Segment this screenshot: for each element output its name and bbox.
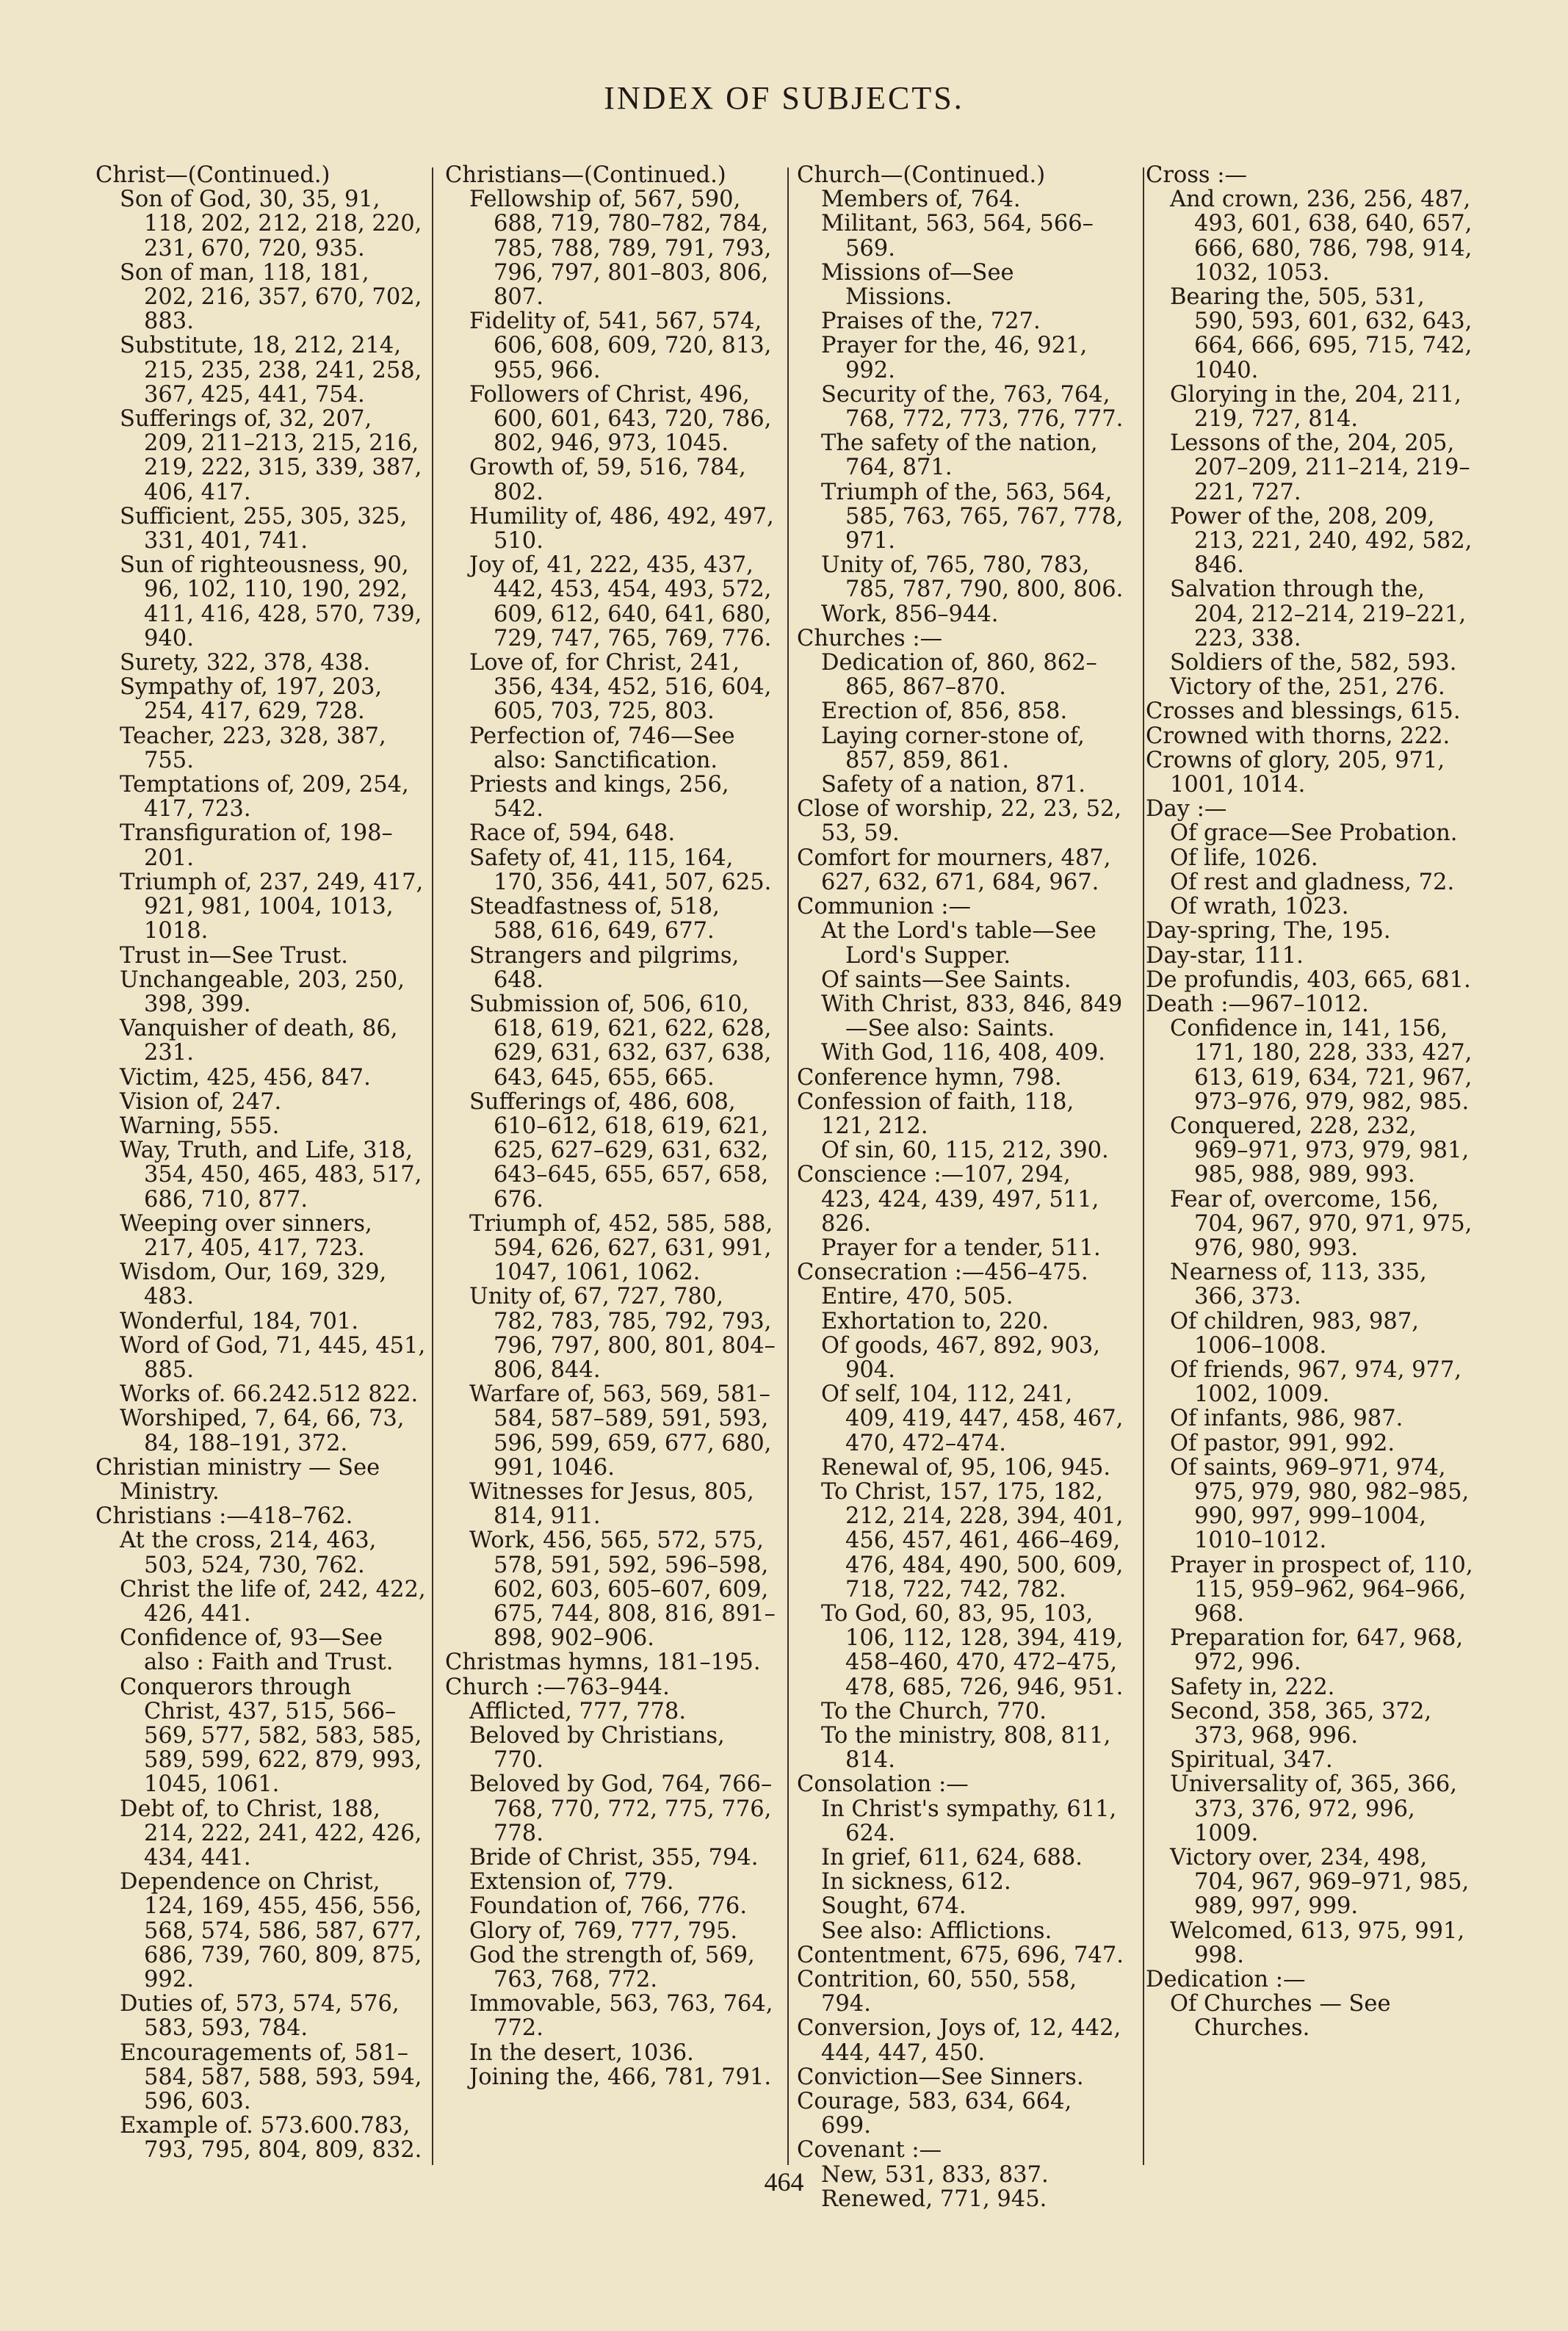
index-subentry: Salvation through the, 204, 212–214, 219–221, 223, 338. bbox=[1170, 577, 1467, 651]
index-entry: Covenant :— bbox=[797, 2137, 942, 2164]
index-entry: Confession of faith, 118, 121, 212. bbox=[797, 1088, 1074, 1139]
index-entry: Consolation :— bbox=[797, 1771, 969, 1798]
index-subentry: Trust in—See Trust. bbox=[120, 942, 348, 969]
index-entry: Conference hymn, 798. bbox=[797, 1064, 1062, 1091]
index-subentry: Triumph of the, 563, 564, 585, 763, 765, 767, 778, 971. bbox=[821, 479, 1124, 554]
index-subentry: Way, Truth, and Life, 318, 354, 450, 465, 483, 517, 686, 710, 877. bbox=[120, 1138, 422, 1213]
index-subentry: At the Lord's table—See Lord's Supper. bbox=[821, 918, 1096, 969]
index-column-2 bbox=[445, 163, 776, 2161]
index-entry: Conviction—See Sinners. bbox=[797, 2064, 1084, 2090]
index-subentry: Temptations of, 209, 254, 417, 723. bbox=[120, 772, 409, 823]
index-subentry: Dedication of, 860, 862–865, 867–870. bbox=[821, 650, 1097, 701]
index-subentry: Witnesses for Jesus, 805, 814, 911. bbox=[469, 1478, 754, 1530]
index-subentry: Works of. 66.242.512 822. bbox=[120, 1381, 419, 1408]
index-subentry: Love of, for Christ, 241, 356, 434, 452, 516, 604, 605, 703, 725, 803. bbox=[469, 650, 772, 725]
index-entry: Dedication :— bbox=[1146, 1967, 1306, 1993]
index-subentry: To the ministry, 808, 811, 814. bbox=[821, 1723, 1111, 1774]
index-entry: Church :—763–944. bbox=[445, 1674, 670, 1700]
page-number: 464 bbox=[764, 2167, 804, 2197]
index-subentry: God the strength of, 569, 763, 768, 772. bbox=[469, 1942, 755, 1993]
index-subentry: Steadfastness of, 518, 588, 616, 649, 677. bbox=[469, 894, 720, 944]
index-subentry: Encouragements of, 581–584, 587, 588, 593, 594, 596, 603. bbox=[120, 2039, 422, 2115]
index-subentry: Work, 856–944. bbox=[821, 601, 999, 627]
index-column-3 bbox=[797, 162, 1127, 2212]
index-subentry: Fellowship of, 567, 590, 688, 719, 780–782, 784, 785, 788, 789, 791, 793, 796, 797, 801–803, 806, 807. bbox=[469, 187, 772, 311]
index-subentry: Prayer for a tender, 511. bbox=[821, 1235, 1101, 1261]
index-subentry: Praises of the, 727. bbox=[821, 308, 1041, 335]
index-subentry: Sought, 674. bbox=[821, 1893, 967, 1920]
index-subentry: Security of the, 763, 764, 768, 772, 773, 776, 777. bbox=[821, 381, 1124, 433]
index-subentry: Teacher, 223, 328, 387, 755. bbox=[120, 723, 386, 773]
index-subentry: Prayer for the, 46, 921, 992. bbox=[821, 333, 1088, 383]
index-subentry: Perfection of, 746—See also: Sanctification. bbox=[469, 723, 735, 773]
index-subentry: Renewal of, 95, 106, 945. bbox=[821, 1454, 1111, 1481]
index-column-1 bbox=[95, 162, 426, 2164]
index-subentry: Of rest and gladness, 72. bbox=[1170, 869, 1455, 895]
index-entry: De profundis, 403, 665, 681. bbox=[1146, 966, 1471, 993]
index-subentry: Conquerors through Christ, 437, 515, 566–569, 577, 582, 583, 585, 589, 599, 622, 879, 993, 1045, 1061. bbox=[120, 1674, 422, 1798]
index-subentry: In the desert, 1036. bbox=[469, 2039, 694, 2066]
index-subentry: In sickness, 612. bbox=[821, 1869, 1011, 1895]
index-subentry: Of sin, 60, 115, 212, 390. bbox=[821, 1138, 1109, 1164]
index-subentry: Of goods, 467, 892, 903, 904. bbox=[821, 1332, 1100, 1383]
index-entry: Contentment, 675, 696, 747. bbox=[797, 1942, 1124, 1968]
page-title: INDEX OF SUBJECTS. bbox=[604, 80, 964, 116]
index-subentry: Fear of, overcome, 156, 704, 967, 970, 971, 975, 976, 980, 993. bbox=[1170, 1186, 1473, 1261]
index-subentry: In grief, 611, 624, 688. bbox=[821, 1845, 1083, 1871]
index-subentry: Followers of Christ, 496, 600, 601, 643, 720, 786, 802, 946, 973, 1045. bbox=[469, 381, 772, 457]
index-entry: Crowned with thorns, 222. bbox=[1146, 723, 1450, 749]
index-subentry: Sympathy of, 197, 203, 254, 417, 629, 728. bbox=[120, 674, 383, 725]
index-entry: Church—(Continued.) bbox=[797, 162, 1046, 188]
index-subentry: Sufficient, 255, 305, 325, 331, 401, 741. bbox=[120, 503, 408, 554]
index-subentry: Of saints—See Saints. bbox=[821, 966, 1072, 993]
index-subentry: Extension of, 779. bbox=[469, 1869, 674, 1895]
index-subentry: Unity of, 67, 727, 780, 782, 783, 785, 792, 793, 796, 797, 800, 801, 804–806, 844. bbox=[469, 1284, 776, 1383]
index-subentry: To God, 60, 83, 95, 103, 106, 112, 128, 394, 419, 458–460, 470, 472–475, 478, 685, 726, 946, 951. bbox=[821, 1600, 1124, 1700]
index-subentry: And crown, 236, 256, 487, 493, 601, 638, 640, 657, 666, 680, 786, 798, 914, 1032, 1053. bbox=[1170, 187, 1473, 286]
index-entry: Christians :—418–762. bbox=[95, 1503, 353, 1530]
index-subentry: Of infants, 986, 987. bbox=[1170, 1406, 1403, 1432]
index-subentry: Substitute, 18, 212, 214, 215, 235, 238, 241, 258, 367, 425, 441, 754. bbox=[120, 333, 422, 408]
index-subentry: Vanquisher of death, 86, 231. bbox=[120, 1016, 398, 1066]
index-subentry: Exhortation to, 220. bbox=[821, 1308, 1049, 1334]
index-subentry: Surety, 322, 378, 438. bbox=[120, 650, 371, 676]
index-subentry: Soldiers of the, 582, 593. bbox=[1170, 650, 1457, 676]
index-subentry: Victory of the, 251, 276. bbox=[1170, 674, 1445, 701]
index-subentry: Vision of, 247. bbox=[120, 1088, 282, 1115]
index-subentry: Glory of, 769, 777, 795. bbox=[469, 1918, 738, 1944]
index-entry: Christ—(Continued.) bbox=[95, 162, 330, 188]
index-subentry: Foundation of, 766, 776. bbox=[469, 1893, 748, 1920]
index-entry: Day :— bbox=[1146, 796, 1227, 823]
index-subentry: Universality of, 365, 366, 373, 376, 972, 996, 1009. bbox=[1170, 1771, 1457, 1846]
index-entry: Cross :— bbox=[1146, 162, 1248, 188]
index-subentry: Sufferings of, 32, 207, 209, 211–213, 215, 216, 219, 222, 315, 339, 387, 406, 417. bbox=[120, 406, 422, 505]
index-subentry: Worshiped, 7, 64, 66, 73, 84, 188–191, 372. bbox=[120, 1406, 405, 1456]
index-subentry: With God, 116, 408, 409. bbox=[821, 1040, 1105, 1066]
index-entry: Christians—(Continued.) bbox=[445, 162, 726, 188]
index-subentry: Humility of, 486, 492, 497, 510. bbox=[469, 503, 774, 554]
index-entry: Courage, 583, 634, 664, 699. bbox=[797, 2089, 1072, 2139]
index-subentry: Wisdom, Our, 169, 329, 483. bbox=[120, 1260, 387, 1310]
index-subentry: Strangers and pilgrims, 648. bbox=[469, 942, 740, 993]
index-subentry: Sufferings of, 486, 608, 610–612, 618, 619, 621, 625, 627–629, 631, 632, 643–645, 655, 657, 658, 676. bbox=[469, 1088, 769, 1213]
index-subentry: Son of man, 118, 181, 202, 216, 357, 670, 702, 883. bbox=[120, 259, 422, 335]
index-subentry: Of friends, 967, 974, 977, 1002, 1009. bbox=[1170, 1356, 1462, 1408]
index-subentry: At the cross, 214, 463, 503, 524, 730, 762. bbox=[120, 1528, 377, 1578]
index-subentry: Safety in, 222. bbox=[1170, 1674, 1335, 1700]
index-subentry: Nearness of, 113, 335, 366, 373. bbox=[1170, 1260, 1427, 1310]
index-subentry: Debt of, to Christ, 188, 214, 222, 241, 422, 426, 434, 441. bbox=[120, 1796, 422, 1871]
index-subentry: Transfiguration of, 198–201. bbox=[120, 820, 393, 871]
index-subentry: Conquered, 228, 232, 969–971, 973, 979, 981, 985, 988, 989, 993. bbox=[1170, 1113, 1470, 1188]
index-subentry: Race of, 594, 648. bbox=[469, 820, 676, 847]
index-entry: Crosses and blessings, 615. bbox=[1146, 698, 1461, 725]
index-subentry: Militant, 563, 564, 566–569. bbox=[821, 211, 1094, 261]
index-entry: Consecration :—456–475. bbox=[797, 1260, 1088, 1286]
index-entry: Death :—967–1012. bbox=[1146, 991, 1369, 1017]
index-subentry: Victory over, 234, 498, 704, 967, 969–971, 985, 989, 997, 999. bbox=[1170, 1845, 1470, 1920]
index-entry: Churches :— bbox=[797, 625, 943, 651]
index-subentry: Renewed, 771, 945. bbox=[821, 2186, 1047, 2212]
index-subentry: Spiritual, 347. bbox=[1170, 1747, 1333, 1774]
index-subentry: Priests and kings, 256, 542. bbox=[469, 772, 729, 823]
index-entry: Conversion, Joys of, 12, 442, 444, 447, 450. bbox=[797, 2015, 1121, 2066]
index-entry: Day-spring, The, 195. bbox=[1146, 918, 1391, 944]
index-subentry: Submission of, 506, 610, 618, 619, 621, 622, 628, 629, 631, 632, 637, 638, 643, 645, 655, 665. bbox=[469, 991, 772, 1091]
index-subentry: To the Church, 770. bbox=[821, 1698, 1047, 1724]
index-subentry: Of grace—See Probation. bbox=[1170, 820, 1458, 847]
index-subentry: Of self, 104, 112, 241, 409, 419, 447, 458, 467, 470, 472–474. bbox=[821, 1381, 1124, 1456]
index-entry: Close of worship, 22, 23, 52, 53, 59. bbox=[797, 796, 1122, 847]
index-entry: Christmas hymns, 181–195. bbox=[445, 1649, 761, 1676]
index-subentry: Erection of, 856, 858. bbox=[821, 698, 1068, 725]
index-subentry: Triumph of, 452, 585, 588, 594, 626, 627, 631, 991, 1047, 1061, 1062. bbox=[469, 1210, 773, 1286]
index-subentry: Joy of, 41, 222, 435, 437, 442, 453, 454, 493, 572, 609, 612, 640, 641, 680, 729, 747, 765, 769, 776. bbox=[469, 552, 772, 651]
index-subentry: Example of. 573.600.783, 793, 795, 804, 809, 832. bbox=[120, 2113, 422, 2164]
index-subentry: Growth of, 59, 516, 784, 802. bbox=[469, 455, 746, 505]
index-subentry: Welcomed, 613, 975, 991, 998. bbox=[1170, 1918, 1465, 1968]
index-subentry: Entire, 470, 505. bbox=[821, 1284, 1014, 1310]
index-subentry: See also: Afflictions. bbox=[821, 1918, 1052, 1944]
index-subentry: Unchangeable, 203, 250, 398, 399. bbox=[120, 966, 405, 1017]
index-entry: Contrition, 60, 550, 558, 794. bbox=[797, 1967, 1077, 2017]
index-subentry: Warfare of, 563, 569, 581–584, 587–589, 591, 593, 596, 599, 659, 677, 680, 991, 1046. bbox=[469, 1381, 772, 1481]
index-subentry: Laying corner-stone of, 857, 859, 861. bbox=[821, 723, 1085, 773]
index-subentry: Immovable, 563, 763, 764, 772. bbox=[469, 1991, 773, 2042]
index-subentry: Joining the, 466, 781, 791. bbox=[469, 2064, 772, 2090]
index-subentry: Victim, 425, 456, 847. bbox=[120, 1064, 371, 1091]
index-subentry: Confidence of, 93—See also : Faith and Trust. bbox=[120, 1625, 394, 1676]
index-subentry: Of life, 1026. bbox=[1170, 845, 1318, 871]
index-subentry: New, 531, 833, 837. bbox=[821, 2161, 1049, 2188]
index-subentry: Warning, 555. bbox=[120, 1113, 280, 1139]
index-subentry: Beloved by God, 764, 766–768, 770, 772, 775, 776, 778. bbox=[469, 1771, 773, 1846]
index-subentry: Beloved by Christians, 770. bbox=[469, 1723, 725, 1774]
index-subentry: Triumph of, 237, 249, 417, 921, 981, 1004, 1013, 1018. bbox=[120, 869, 424, 944]
index-subentry: To Christ, 157, 175, 182, 212, 214, 228, 394, 401, 456, 457, 461, 466–469, 476, 484, 490, 500, 609, 718, 722, 742, 782. bbox=[821, 1478, 1124, 1602]
index-subentry: The safety of the nation, 764, 871. bbox=[821, 430, 1098, 481]
index-subentry: Second, 358, 365, 372, 373, 968, 996. bbox=[1170, 1698, 1432, 1749]
index-subentry: Wonderful, 184, 701. bbox=[120, 1308, 359, 1334]
index-subentry: Of pastor, 991, 992. bbox=[1170, 1430, 1395, 1456]
index-entry: Comfort for mourners, 487, 627, 632, 671, 684, 967. bbox=[797, 845, 1111, 895]
index-subentry: Of children, 983, 987, 1006–1008. bbox=[1170, 1308, 1419, 1359]
index-column-4 bbox=[1146, 163, 1476, 2161]
index-subentry: Weeping over sinners, 217, 405, 417, 723. bbox=[120, 1210, 372, 1261]
index-entry: Communion :— bbox=[797, 894, 972, 920]
index-subentry: Word of God, 71, 445, 451, 885. bbox=[120, 1332, 426, 1383]
index-subentry: Safety of a nation, 871. bbox=[821, 772, 1085, 798]
index-subentry: Preparation for, 647, 968, 972, 996. bbox=[1170, 1625, 1464, 1676]
index-subentry: Safety of, 41, 115, 164, 170, 356, 441, 507, 625. bbox=[469, 845, 772, 895]
index-subentry: Missions of—See Missions. bbox=[821, 259, 1014, 311]
index-subentry: Afflicted, 777, 778. bbox=[469, 1698, 687, 1724]
index-subentry: Power of the, 208, 209, 213, 221, 240, 492, 582, 846. bbox=[1170, 503, 1473, 579]
index-subentry: Bearing the, 505, 531, 590, 593, 601, 632, 643, 664, 666, 695, 715, 742, 1040. bbox=[1170, 284, 1473, 383]
index-subentry: Son of God, 30, 35, 91, 118, 202, 212, 218, 220, 231, 670, 720, 935. bbox=[120, 187, 422, 261]
index-subentry: Dependence on Christ, 124, 169, 455, 456, 556, 568, 574, 586, 587, 677, 686, 739, 760, 809, 875, 992. bbox=[120, 1869, 422, 1993]
index-entry: Crowns of glory, 205, 971, 1001, 1014. bbox=[1146, 747, 1445, 798]
index-subentry: Of wrath, 1023. bbox=[1170, 894, 1349, 920]
index-subentry: Bride of Christ, 355, 794. bbox=[469, 1845, 759, 1871]
index-subentry: Work, 456, 565, 572, 575, 578, 591, 592, 596–598, 602, 603, 605–607, 609, 675, 744, 808, 816, 891–898, 902–906. bbox=[469, 1528, 776, 1652]
index-entry: Day-star, 111. bbox=[1146, 942, 1304, 969]
index-subentry: Unity of, 765, 780, 783, 785, 787, 790, 800, 806. bbox=[821, 552, 1124, 603]
index-columns bbox=[95, 162, 1520, 2212]
index-subentry: Prayer in prospect of, 110, 115, 959–962, 964–966, 968. bbox=[1170, 1552, 1473, 1627]
index-entry: Conscience :—107, 294, 423, 424, 439, 497, 511, 826. bbox=[797, 1162, 1099, 1237]
index-subentry: Christ the life of, 242, 422, 426, 441. bbox=[120, 1576, 426, 1627]
index-subentry: In Christ's sympathy, 611, 624. bbox=[821, 1796, 1117, 1846]
index-subentry: Lessons of the, 204, 205, 207–209, 211–214, 219–221, 727. bbox=[1170, 430, 1470, 505]
index-subentry: Sun of righteousness, 90, 96, 102, 110, 190, 292, 411, 416, 428, 570, 739, 940. bbox=[120, 552, 422, 651]
index-subentry: Of saints, 969–971, 974, 975, 979, 980, 982–985, 990, 997, 999–1004, 1010–1012. bbox=[1170, 1454, 1470, 1554]
index-subentry: Duties of, 573, 574, 576, 583, 593, 784. bbox=[120, 1991, 400, 2042]
index-entry: Christian ministry — See Ministry. bbox=[95, 1454, 380, 1505]
index-subentry: With Christ, 833, 846, 849—See also: Saints. bbox=[821, 991, 1123, 1042]
index-subentry: Of Churches — See Churches. bbox=[1170, 1991, 1391, 2042]
index-subentry: Confidence in, 141, 156, 171, 180, 228, 333, 427, 613, 619, 634, 721, 967, 973–976, 979, 982, 985. bbox=[1170, 1016, 1473, 1115]
index-subentry: Members of, 764. bbox=[821, 187, 1021, 213]
index-subentry: Fidelity of, 541, 567, 574, 606, 608, 609, 720, 813, 955, 966. bbox=[469, 308, 772, 383]
index-subentry: Glorying in the, 204, 211, 219, 727, 814. bbox=[1170, 381, 1462, 433]
